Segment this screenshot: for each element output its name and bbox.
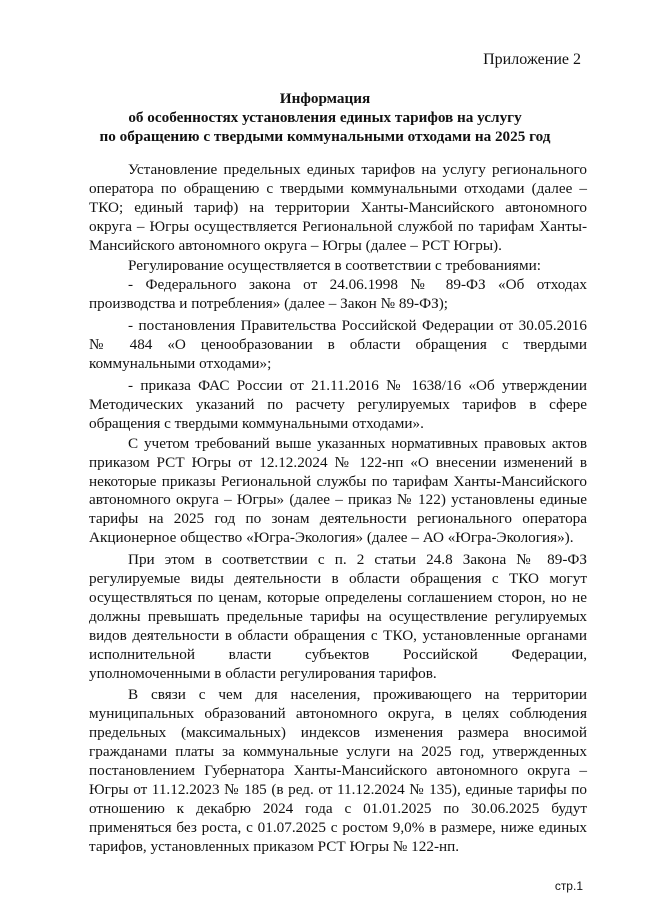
paragraph-requirements: Регулирование осуществляется в соответствии с требованиями: xyxy=(128,256,541,274)
document-body xyxy=(89,161,587,857)
list-item-government-decree: - постановления Правительства Российской Федерации от 30.05.2016 № 484 «О ценообразовании в области обращения с твердыми коммунальными отходами»; xyxy=(89,317,587,373)
document-title xyxy=(60,89,590,146)
paragraph-intro: Установление предельных единых тарифов на услугу регионального оператора по обращению с твердыми коммунальными отходами (далее – ТКО; единый тариф) на территории Ханты-Мансийского автономного округа – Югры осуществляется Региональной службой по тарифам Ханты-Мансийского автономного округа – Югры (далее – РСТ Югры). xyxy=(89,161,587,254)
list-item-federal-law: - Федерального закона от 24.06.1998 № 89-ФЗ «Об отходах производства и потребления» (далее – Закон № 89-ФЗ); xyxy=(89,276,587,313)
title-line-1: Информация xyxy=(279,90,371,107)
paragraph-tariffs-established: С учетом требований выше указанных нормативных правовых актов приказом РСТ Югры от 12.12.2024 № 122-нп «О внесении изменений в некоторые приказы Региональной службы по тарифам Ханты-Мансийского автономного округа – Югры» (далее – приказ № 122) установлены единые тарифы на 2025 год по зонам деятельности регионального оператора Акционерное общество «Югра-Экология» (далее – АО «Югра-Экология»). xyxy=(89,434,587,547)
paragraph-regulated-activities: При этом в соответствии с п. 2 статьи 24.8 Закона № 89-ФЗ регулируемые виды деятельности в области обращения с ТКО могут осуществляться по ценам, которые определены соглашением сторон, но не должны превышать предельные тарифы на осуществление регулируемых видов деятельности в области обращения с ТКО, установленные органами исполнительной власти субъектов Российской Федерации, уполномоченными в области регулирования тарифов. xyxy=(89,551,587,682)
title-line-3: по обращению с твердыми коммунальными отходами на 2025 год xyxy=(99,128,551,145)
title-line-2: об особенностях установления единых тарифов на услугу xyxy=(128,109,522,126)
page-number: стр.1 xyxy=(554,879,583,893)
paragraph-population-tariffs: В связи с чем для населения, проживающего на территории муниципальных образований автономного округа, в целях соблюдения предельных (максимальных) индексов изменения размера вносимой гражданами платы за коммунальные услуги на 2025 год, утвержденных постановлением Губернатора Ханты-Мансийского автономного округа – Югры от 11.12.2023 № 185 (в ред. от 11.12.2024 № 135), единые тарифы по отношению к декабрю 2024 года с 01.01.2025 по 30.06.2025 будут применяться без роста, с 01.07.2025 с ростом 9,0% в размере, ниже единых тарифов, установленных приказом РСТ Югры № 122-нп. xyxy=(89,686,587,855)
appendix-label: Приложение 2 xyxy=(483,51,581,68)
list-item-fas-order: - приказа ФАС России от 21.11.2016 № 1638/16 «Об утверждении Методических указаний по расчету регулируемых тарифов в сфере обращения с твердыми коммунальными отходами». xyxy=(89,376,587,432)
